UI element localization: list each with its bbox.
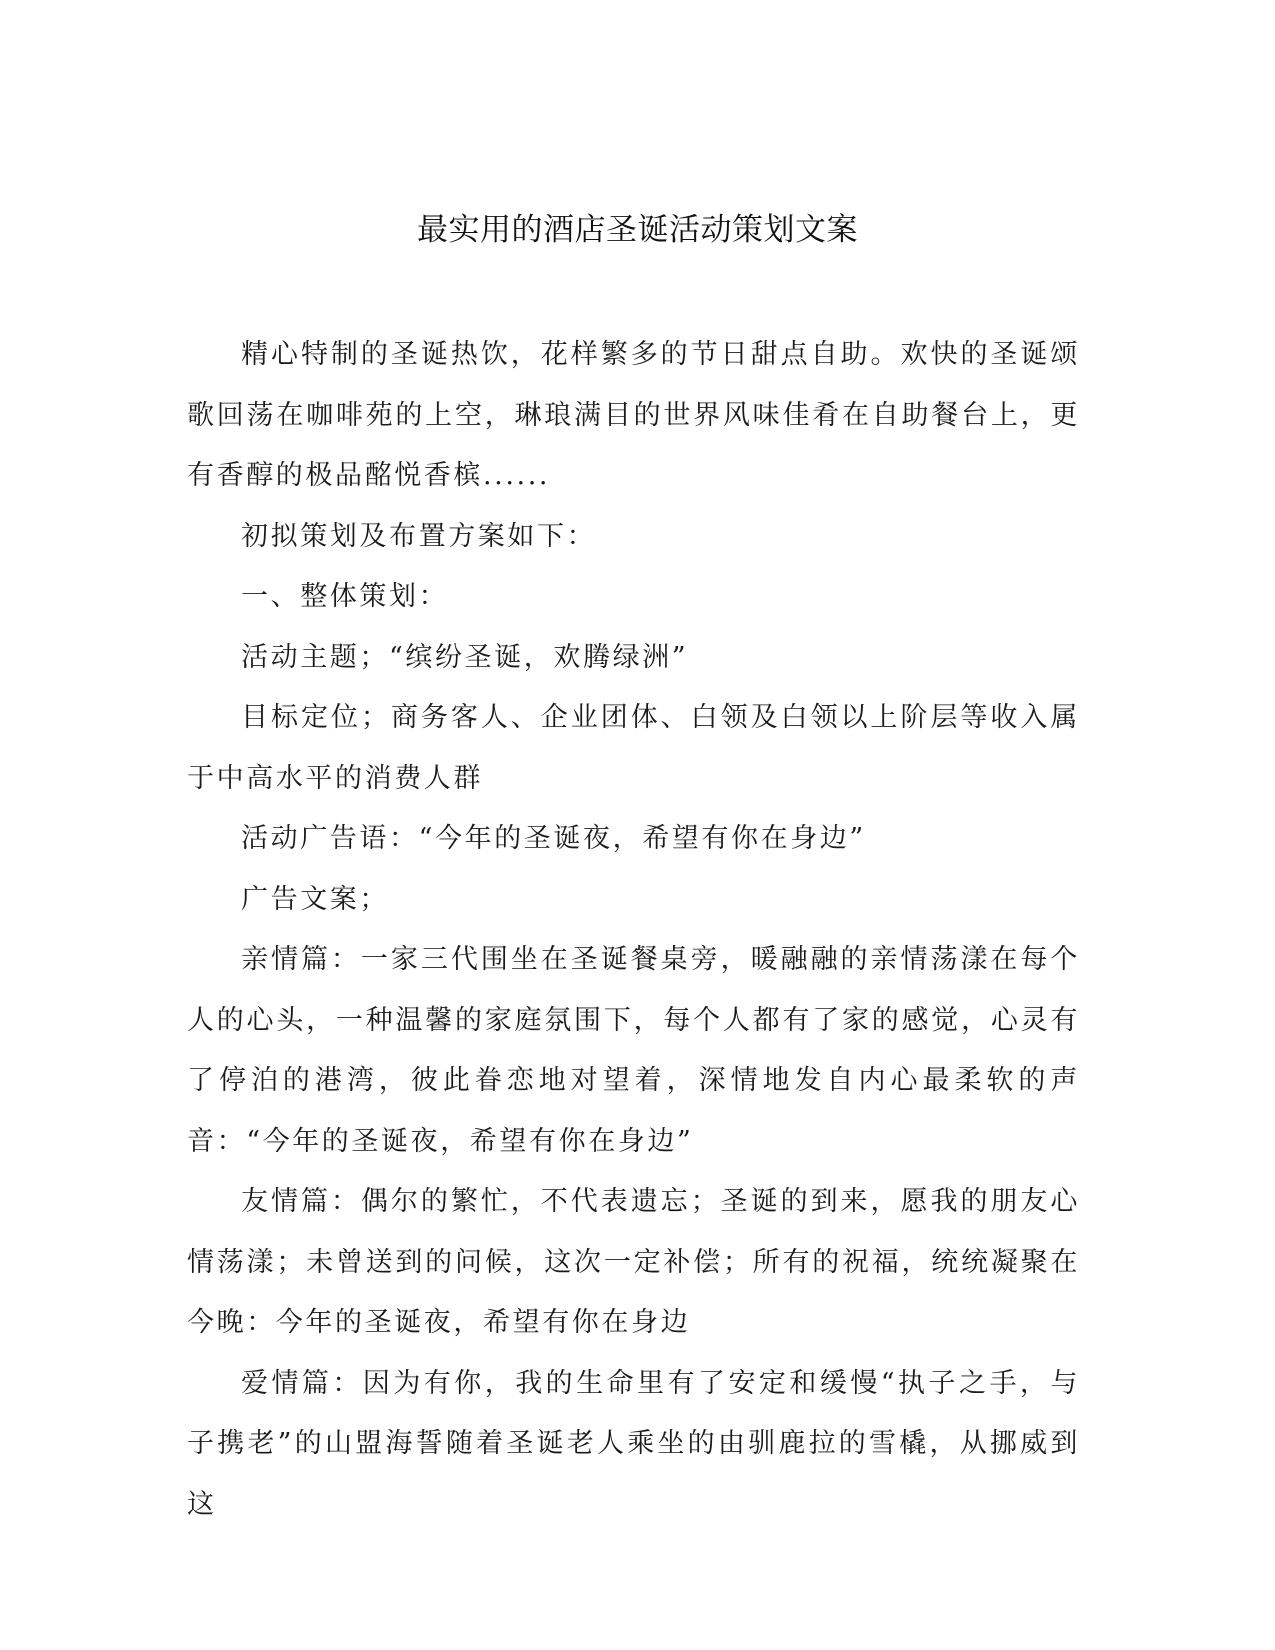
paragraph-love: 爱情篇：因为有你，我的生命里有了安定和缓慢“执子之手，与子携老”的山盟海誓随着圣诞老人乘坐的由驯鹿拉的雪橇，从挪威到这	[187, 1367, 1080, 1520]
paragraph-ad-copy-heading: 广告文案；	[241, 883, 389, 915]
paragraph-target: 目标定位；商务客人、企业团体、白领及白领以上阶层等收入属于中高水平的消费人群	[187, 702, 1080, 794]
document-body	[187, 325, 1080, 1535]
paragraph-family: 亲情篇：一家三代围坐在圣诞餐桌旁，暖融融的亲情荡漾在每个人的心头，一种温馨的家庭氛围下，每个人都有了家的感觉，心灵有了停泊的港湾，彼此眷恋地对望着，深情地发自内心最柔软的声音：“今年的圣诞夜，希望有你在身边”	[187, 944, 1080, 1157]
paragraph-friendship: 友情篇：偶尔的繁忙，不代表遗忘；圣诞的到来，愿我的朋友心情荡漾；未曾送到的问候，这次一定补偿；所有的祝福，统统凝聚在今晚：今年的圣诞夜，希望有你在身边	[187, 1186, 1080, 1338]
paragraph-slogan: 活动广告语：“今年的圣诞夜，希望有你在身边”	[241, 823, 866, 854]
paragraph-plan-intro: 初拟策划及布置方案如下：	[241, 520, 597, 552]
paragraph-intro: 精心特制的圣诞热饮，花样繁多的节日甜点自助。欢快的圣诞颂歌回荡在咖啡苑的上空，琳琅满目的世界风味佳肴在自助餐台上，更有香醇的极品酩悦香槟......	[187, 339, 1080, 491]
paragraph-theme: 活动主题；“缤纷圣诞，欢腾绿洲”	[241, 641, 689, 673]
document-title: 最实用的酒店圣诞活动策划文案	[417, 212, 858, 248]
paragraph-section-heading: 一、整体策划：	[241, 581, 449, 612]
